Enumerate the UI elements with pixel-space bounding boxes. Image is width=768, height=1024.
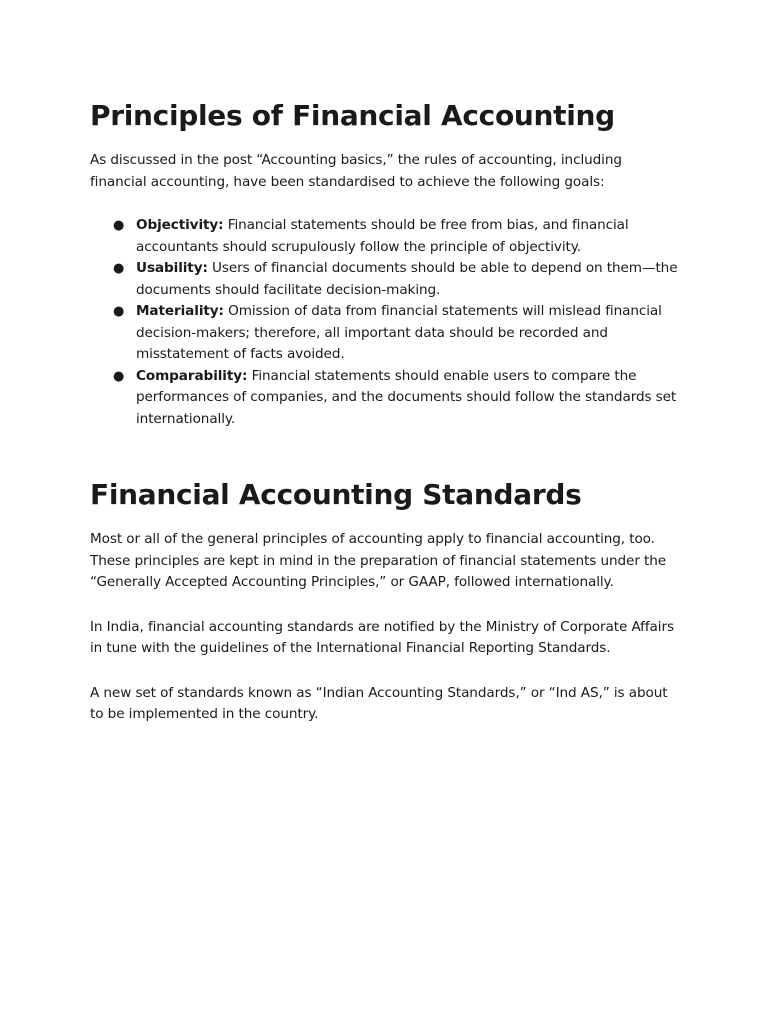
goal-text: Users of financial documents should be able to depend on them—the documents should facilitate decision-making. bbox=[136, 260, 678, 298]
goal-text: Omission of data from financial statements will mislead financial decision-makers; therefore, all important data should be recorded and misstatement of facts avoided. bbox=[136, 303, 662, 362]
standards-paragraph: In India, financial accounting standards are notified by the Ministry of Corporate Affairs in tune with the guidelines of the International Financial Reporting Standards. bbox=[90, 618, 674, 656]
goal-term: Materiality: bbox=[136, 303, 224, 319]
list-item bbox=[113, 258, 682, 301]
standards-paragraph: A new set of standards known as “Indian Accounting Standards,” or “Ind AS,” is about to be implemented in the country. bbox=[90, 684, 668, 722]
section-title-standards: Financial Accounting Standards bbox=[90, 478, 582, 511]
goal-term: Objectivity: bbox=[136, 217, 224, 233]
goals-list bbox=[90, 215, 682, 430]
list-item bbox=[113, 366, 682, 431]
goal-term: Comparability: bbox=[136, 367, 248, 384]
goal-text: Financial statements should be free from bias, and financial accountants should scrupulously follow the principle of objectivity. bbox=[136, 217, 629, 255]
bullet-icon: ● bbox=[113, 304, 125, 319]
bullet-icon: ● bbox=[113, 368, 125, 384]
list-item bbox=[113, 215, 682, 258]
goal-text: Financial statements should enable users to compare the performances of companies, and the documents should follow the standards set internationally. bbox=[136, 367, 677, 427]
list-item bbox=[113, 301, 682, 366]
bullet-icon: ● bbox=[113, 261, 125, 276]
bullet-icon: ● bbox=[113, 218, 125, 233]
standards-paragraph: Most or all of the general principles of accounting apply to financial accounting, too. These principles are kept in mind in the preparation of financial statements under the “Generally Accepted Accounting Principles,” or GAAP, followed internationally. bbox=[90, 531, 667, 590]
section-title-principles: Principles of Financial Accounting bbox=[90, 99, 615, 132]
goal-term: Usability: bbox=[136, 260, 208, 276]
intro-paragraph: As discussed in the post “Accounting basics,” the rules of accounting, including financial accounting, have been standardised to achieve the following goals: bbox=[90, 152, 622, 190]
